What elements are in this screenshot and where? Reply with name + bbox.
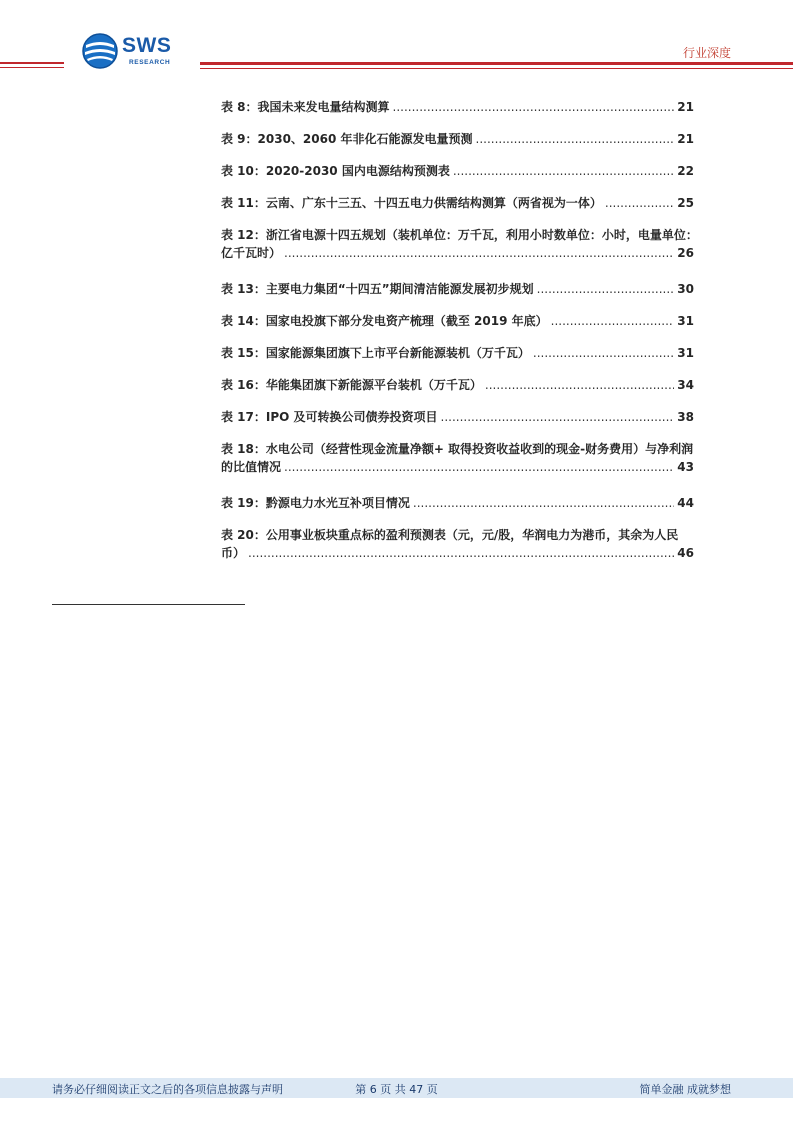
toc-entry-page: 43 [677,460,694,474]
footnote-divider [52,604,245,605]
header-rule-thin [200,68,793,69]
toc-entry[interactable] [221,122,694,154]
toc-leader [393,98,675,116]
toc-entry[interactable] [221,272,694,304]
toc-leader [453,162,674,180]
header-rule [200,62,793,65]
toc-entry-title: 的比值情况 [221,460,282,474]
toc-entry-page: 25 [677,196,694,210]
toc-entry-title-line1: 表 12：浙江省电源十四五规划（装机单位：万千瓦，利用小时数单位：小时，电量单位： [221,228,698,242]
toc-entry-page: 44 [677,496,694,510]
toc-entry-title: 表 17：IPO 及可转换公司债券投资项目 [221,410,438,424]
toc-entry-title: 表 13：主要电力集团“十四五”期间清洁能源发展初步规划 [221,282,534,296]
toc-leader [413,494,674,512]
toc-entry-page: 26 [677,246,694,260]
toc-entry-page: 38 [677,410,694,424]
toc-entry-page: 31 [677,346,694,360]
sws-globe-icon [82,33,118,69]
table-of-contents [221,98,698,572]
page-number: 第 6 页 共 47 页 [355,1083,438,1096]
toc-entry[interactable] [221,186,694,218]
toc-entry[interactable] [221,336,694,368]
toc-leader [605,194,674,212]
toc-entry-page: 46 [677,546,694,560]
footer-slogan: 简单金融 成就梦想 [639,1083,731,1096]
toc-entry[interactable] [221,154,694,186]
toc-entry-page: 31 [677,314,694,328]
toc-entry-title: 表 19：黔源电力水光互补项目情况 [221,496,410,510]
toc-leader [284,244,674,262]
toc-leader [441,408,675,426]
header-rule-thin [0,67,64,68]
toc-entry[interactable] [221,368,694,400]
toc-entry-title: 表 15：国家能源集团旗下上市平台新能源装机（万千瓦） [221,346,530,360]
toc-entry-title-line1: 表 18：水电公司（经营性现金流量净额+ 取得投资收益收到的现金-财务费用）与净利润 [221,442,694,456]
toc-entry[interactable] [221,486,694,518]
sws-logo [82,31,192,73]
toc-leader [533,344,674,362]
header-rule [0,62,64,64]
disclaimer-link[interactable]: 请务必仔细阅读正文之后的各项信息披露与声明 [52,1083,283,1096]
toc-entry-title: 表 14：国家电投旗下部分发电资产梳理（截至 2019 年底） [221,314,548,328]
toc-entry-title: 表 16：华能集团旗下新能源平台装机（万千瓦） [221,378,482,392]
toc-entry-page: 21 [677,132,694,146]
toc-entry-page: 30 [677,282,694,296]
logo-subtext: RESEARCH [129,59,171,66]
toc-leader [248,544,674,562]
logo-text: SWS [122,34,172,57]
toc-entry-title: 表 9：2030、2060 年非化石能源发电量预测 [221,132,473,146]
toc-entry[interactable] [221,400,694,432]
toc-entry-page: 22 [677,164,694,178]
page-footer [0,1078,793,1098]
toc-entry[interactable] [221,518,694,572]
toc-entry[interactable] [221,304,694,336]
toc-entry-title: 表 8：我国未来发电量结构测算 [221,100,390,114]
toc-entry-title: 亿千瓦时） [221,246,282,260]
section-tag: 行业深度 [682,46,731,60]
toc-entry[interactable] [221,218,698,272]
toc-entry-page: 34 [677,378,694,392]
toc-entry-title: 币） [221,546,246,560]
toc-leader [551,312,675,330]
toc-entry[interactable] [221,432,694,486]
toc-leader [485,376,674,394]
toc-entry-title: 表 10：2020-2030 国内电源结构预测表 [221,164,450,178]
toc-leader [476,130,675,148]
toc-entry-page: 21 [677,100,694,114]
toc-leader [284,458,674,476]
toc-entry-title-line1: 表 20：公用事业板块重点标的盈利预测表（元，元/股，华润电力为港币，其余为人民 [221,528,679,542]
toc-entry-title: 表 11：云南、广东十三五、十四五电力供需结构测算（两省视为一体） [221,196,602,210]
toc-entry[interactable] [221,98,694,122]
toc-leader [537,280,675,298]
